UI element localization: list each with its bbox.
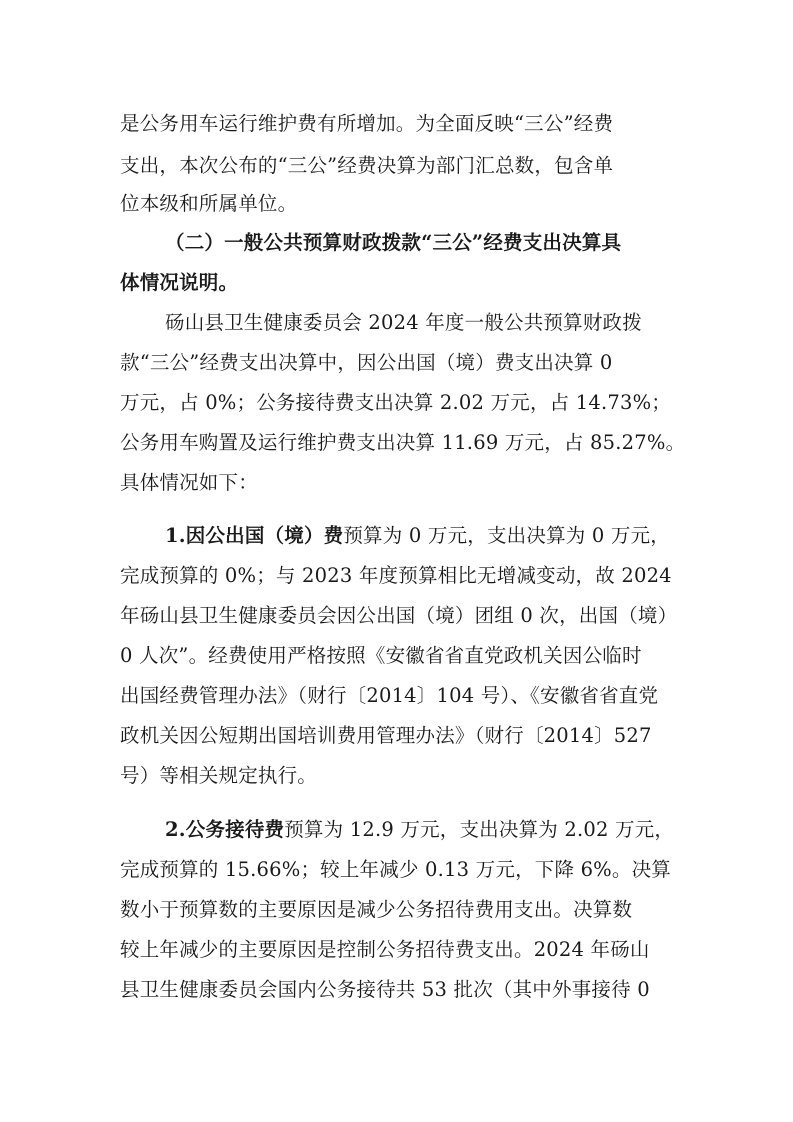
text-line: 县卫生健康委员会国内公务接待共 53 批次（其中外事接待 0 xyxy=(120,978,650,1001)
list-item-2-first-line xyxy=(165,810,674,850)
section-heading: （二）一般公共预算财政拨款“三公”经费支出决算具 xyxy=(165,231,622,254)
list-item-1-first-line xyxy=(165,516,670,556)
list-item-2-text: 预算为 12.9 万元，支出决算为 2.02 万元， xyxy=(284,818,675,841)
text-line: 出国经费管理办法》（财行〔2014〕104 号）、《安徽省省直党 xyxy=(120,684,659,707)
text-line: 完成预算的 0%；与 2023 年度预算相比无增减变动，故 2024 xyxy=(120,564,672,587)
text-line: 完成预算的 15.66%；较上年减少 0.13 万元，下降 6%。决算 xyxy=(120,858,672,881)
text-line: 政机关因公短期出国培训费用管理办法》（财行〔2014〕527 xyxy=(120,724,652,747)
text-line: 年砀山县卫生健康委员会因公出国（境）团组 0 次，出国（境） xyxy=(120,604,678,627)
list-item-1-title: 1.因公出国（境）费 xyxy=(165,524,344,547)
text-line: 是公务用车运行维护费有所增加。为全面反映“三公”经费 xyxy=(120,112,614,135)
list-item-1-text: 预算为 0 万元，支出决算为 0 万元， xyxy=(343,524,670,547)
list-item-2-title: 2.公务接待费 xyxy=(165,818,285,841)
text-line: 万元，占 0%；公务接待费支出决算 2.02 万元，占 14.73%； xyxy=(120,391,672,414)
text-line: 数小于预算数的主要原因是减少公务招待费用支出。决算数 xyxy=(120,898,633,921)
text-line: 公务用车购置及运行维护费支出决算 11.69 万元，占 85.27%。 xyxy=(120,431,686,454)
text-line: 号）等相关规定执行。 xyxy=(120,764,318,787)
text-line: 砀山县卫生健康委员会 2024 年度一般公共预算财政拨 xyxy=(165,311,642,334)
text-line: 款“三公”经费支出决算中，因公出国（境）费支出决算 0 xyxy=(120,351,613,374)
text-line: 0 人次”。经费使用严格按照《安徽省省直党政机关因公临时 xyxy=(120,644,642,667)
text-line: 支出，本次公布的“三公”经费决算为部门汇总数，包含单 xyxy=(120,154,614,177)
text-line: 较上年减少的主要原因是控制公务招待费支出。2024 年砀山 xyxy=(120,938,650,961)
text-line: 位本级和所属单位。 xyxy=(120,192,298,215)
text-line: 具体情况如下： xyxy=(120,471,258,494)
section-heading-continued: 体情况说明。 xyxy=(120,271,239,294)
